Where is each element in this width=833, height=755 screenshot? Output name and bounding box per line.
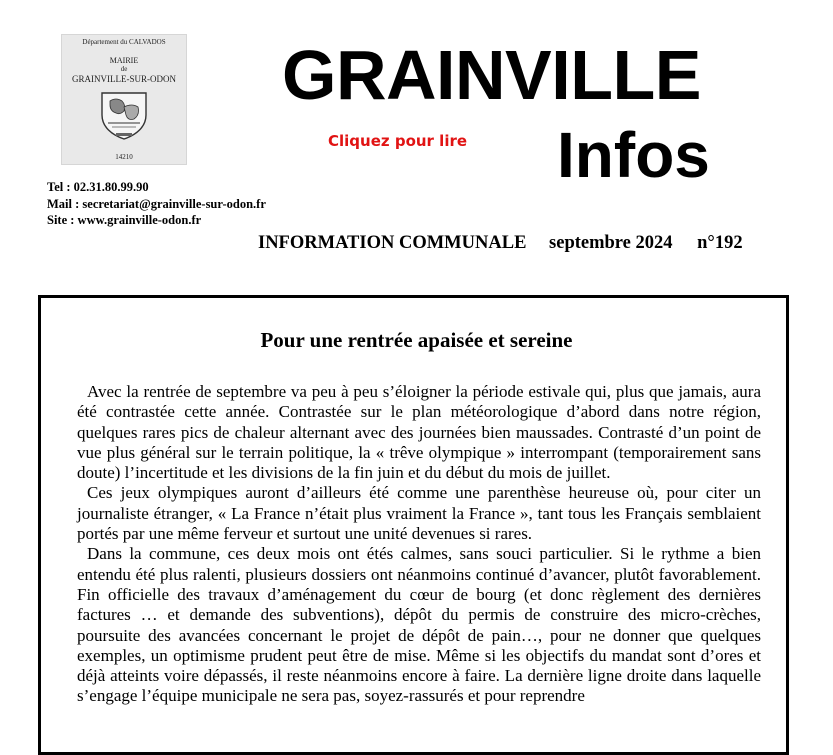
contact-website[interactable]: Site : www.grainville-odon.fr [47, 213, 202, 227]
logo-de: de [120, 65, 128, 73]
contact-email[interactable]: Mail : secretariat@grainville-sur-odon.fr [47, 197, 266, 211]
logo-department: Département du CALVADOS [82, 38, 166, 46]
coat-of-arms-icon [96, 89, 152, 141]
click-to-read-link[interactable]: Cliquez pour lire [328, 132, 468, 150]
article-paragraph: Ces jeux olympiques auront d’ailleurs été comme une parenthèse heureuse où, pour citer un journaliste étranger, « La France n’était plus vraiment la France », tant tous les Français semblaient portés par une même ferveur et surtout une unité devenues si rares. [77, 483, 761, 544]
info-bar [258, 233, 743, 254]
logo-mairie: MAIRIE [109, 56, 139, 65]
article-paragraph: Avec la rentrée de septembre va peu à peu s’éloigner la période estivale qui, plus que jamais, aura été contrastée cette année. Contrastée sur le plan météorologique d’abord dans notre région, quelques rares pics de chaleur alternant avec des journées bien maussades. Contrasté d’un point de vue plus général sur le terrain politique, la « trêve olympique » interrompant (temporairement sans doute) l’incertitude et les divisions de la fin juin et du début du mois de juillet. [77, 382, 761, 483]
newsletter-title: GRAINVILLE [282, 36, 701, 114]
logo-postcode: 14210 [115, 153, 133, 161]
newsletter-subtitle: Infos [557, 119, 710, 191]
issue-date: septembre 2024 [549, 233, 673, 253]
article-paragraph: Dans la commune, ces deux mois ont étés calmes, sans souci particulier. Si le rythme a bien entendu été plus ralenti, plusieurs dossiers ont néanmoins continué d’avancer, plutôt favorablement. Fin officielle des travaux d’aménagement du cœur de bourg (et donc règlement des dernières factures … et demande des subventions), dépôt du permis de construire des micro-crèches, poursuite des avancées concernant le projet de dépôt de pain…, pour ne donner que quelques exemples, un optimisme prudent peut être de mise. Même si les objectifs du mandat sont d’ores et déjà atteints voire dépassés, il reste néanmoins encore à faire. La dernière ligne droite dans laquelle s’engage l’équipe municipale ne sera pas, soyez-rassurés et pour reprendre [77, 544, 761, 706]
article-body [77, 382, 761, 707]
article-frame [38, 295, 789, 755]
logo-commune: GRAINVILLE-SUR-ODON [72, 74, 176, 84]
contact-phone: Tel : 02.31.80.99.90 [47, 180, 149, 194]
commune-logo [61, 34, 187, 165]
article-title: Pour une rentrée apaisée et sereine [260, 328, 573, 352]
issue-number: n°192 [697, 233, 743, 253]
info-label: INFORMATION COMMUNALE [258, 233, 527, 253]
